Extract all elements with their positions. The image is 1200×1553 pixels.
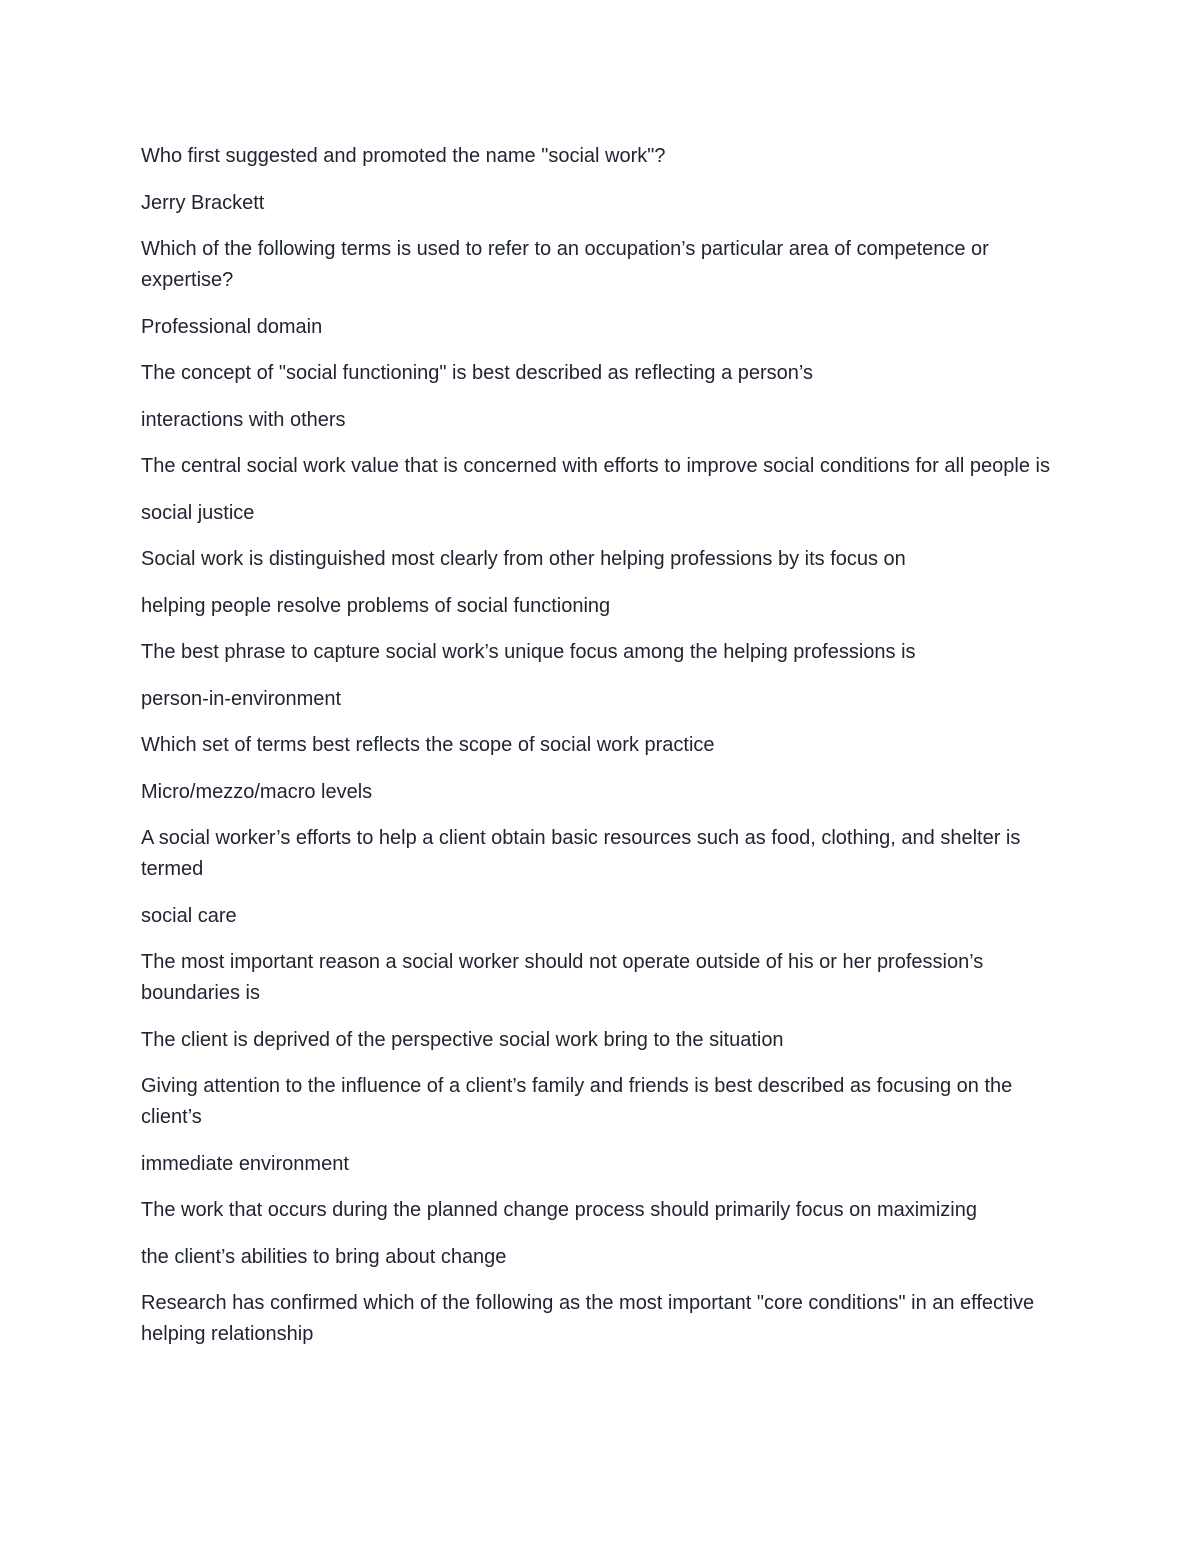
answer-text: helping people resolve problems of social functioning <box>141 594 611 617</box>
question-text: Which set of terms best reflects the scope of social work practice <box>141 734 715 756</box>
question-text: A social worker’s efforts to help a client obtain basic resources such as food, clothing, and shelter is termed <box>141 827 1021 880</box>
question-text: The best phrase to capture social work’s unique focus among the helping professions is <box>141 641 916 663</box>
answer-text: Professional domain <box>141 315 323 338</box>
question-text: Who first suggested and promoted the name "social work"? <box>141 145 666 167</box>
question-text: Giving attention to the influence of a client’s family and friends is best described as focusing on the client’s <box>141 1075 1013 1128</box>
answer-text: social care <box>141 904 237 927</box>
question-text: The most important reason a social worker should not operate outside of his or her profession’s boundaries is <box>141 951 984 1004</box>
answer-text: the client’s abilities to bring about change <box>141 1245 507 1268</box>
answer-text: immediate environment <box>141 1152 349 1175</box>
answer-text: Micro/mezzo/macro levels <box>141 780 373 803</box>
document-body <box>141 141 1061 1366</box>
question-text: Research has confirmed which of the following as the most important "core conditions" in an effective helping relationship <box>141 1292 1035 1345</box>
question-text: Which of the following terms is used to refer to an occupation’s particular area of competence or expertise? <box>141 238 989 291</box>
question-text: Social work is distinguished most clearly from other helping professions by its focus on <box>141 548 906 570</box>
question-text: The work that occurs during the planned change process should primarily focus on maximizing <box>141 1199 977 1221</box>
question-text: The concept of "social functioning" is best described as reflecting a person’s <box>141 362 813 384</box>
question-text: The central social work value that is concerned with efforts to improve social conditions for all people is <box>141 455 1050 477</box>
answer-text: The client is deprived of the perspective social work bring to the situation <box>141 1028 784 1051</box>
answer-text: person-in-environment <box>141 687 342 710</box>
answer-text: social justice <box>141 501 255 524</box>
answer-text: interactions with others <box>141 408 346 431</box>
answer-text: Jerry Brackett <box>141 191 265 214</box>
